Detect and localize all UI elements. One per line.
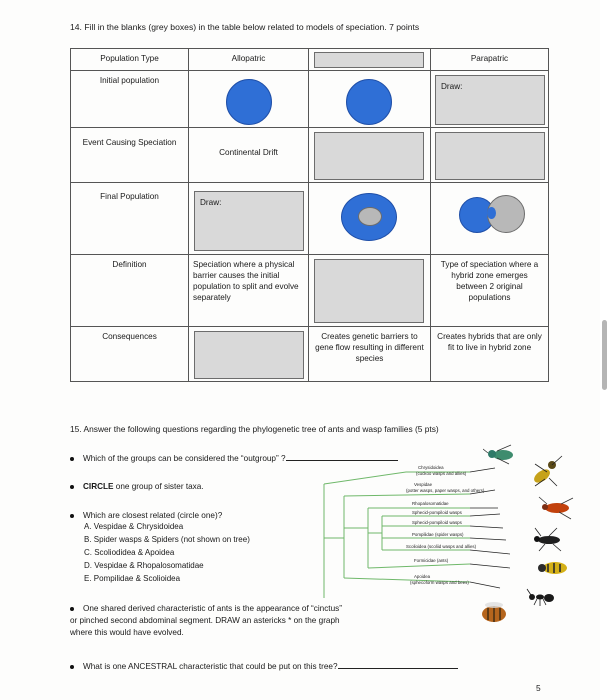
consequences-parapatric: Creates hybrids that are only fit to live in hybrid zone	[437, 332, 542, 352]
draw-box-initial-parapatric[interactable]: Draw:	[435, 75, 545, 125]
fill-in-box[interactable]	[435, 132, 545, 180]
taxon-label: Rhopalosomatidae	[412, 501, 449, 506]
final-population-row	[71, 183, 549, 255]
fill-in-box[interactable]	[194, 331, 304, 379]
taxon-label: Apoidea	[414, 574, 431, 579]
taxon-label: (potter wasps, paper wasps, and others)	[406, 488, 485, 493]
pointer-line	[470, 550, 510, 554]
closest-question: Which are closest related (circle one)?	[70, 510, 222, 521]
row-label-event: Event Causing Speciation	[82, 138, 177, 147]
draw-box-final-allopatric[interactable]: Draw:	[194, 191, 304, 251]
question-14-title: 14. Fill in the blanks (grey boxes) in the table below related to models of speciation. 7 points	[70, 22, 420, 32]
pointer-line	[470, 582, 500, 588]
cinctus-question-line-3: where this would have evolved.	[70, 628, 184, 637]
pointer-line	[470, 526, 503, 528]
ancestral-question: What is one ANCESTRAL characteristic that could be put on this tree?	[70, 660, 458, 672]
grey-subpopulation	[358, 207, 382, 226]
cinctus-question-line-1: One shared derived characteristic of ants is the appearance of “cinctus”	[70, 603, 342, 614]
taxon-label: Pompilidae (spider wasps)	[412, 532, 464, 537]
fill-in-box[interactable]	[314, 259, 424, 323]
branch-formicidae	[368, 564, 470, 568]
blue-population-circle	[226, 79, 272, 125]
taxon-label: Chrysidoidea	[418, 465, 444, 470]
taxon-label: Scolioidea (scoliid wasps and allies)	[406, 544, 477, 549]
header-population-type: Population Type	[71, 49, 189, 71]
fill-in-box[interactable]	[314, 52, 424, 68]
rhopalosomatid-wasp-icon	[537, 495, 577, 521]
scoliid-wasp-icon	[536, 556, 572, 580]
taxon-label: Sphecid-pompiloid wasps	[412, 520, 462, 525]
option-a[interactable]: A. Vespidae & Chrysidoidea	[84, 522, 184, 531]
pointer-line	[470, 514, 500, 516]
spider-wasp-icon	[531, 526, 567, 552]
cinctus-question-line-2: or pinched second abdominal segment. DRAW an astericks * on the graph	[70, 616, 340, 625]
taxon-label: Vespidae	[414, 482, 433, 487]
bullet-icon	[70, 514, 74, 518]
circle-question: CIRCLE one group of sister taxa.	[70, 481, 204, 492]
definition-parapatric: Type of speciation where a hybrid zone emerges between 2 original populations	[440, 260, 539, 302]
taxon-label: Formicidae (ants)	[414, 558, 449, 563]
row-label-final: Final Population	[100, 192, 159, 201]
branch-vespidae	[344, 494, 470, 496]
row-label-initial: Initial population	[99, 76, 160, 85]
pointer-line	[470, 468, 495, 472]
answer-blank[interactable]	[338, 660, 458, 669]
consequences-middle: Creates genetic barriers to gene flow resulting in different species	[315, 332, 424, 363]
header-blank-cell[interactable]	[309, 49, 431, 71]
definition-allopatric: Speciation where a physical barrier causes the initial population to split and evolve separately	[193, 260, 299, 302]
option-c[interactable]: C. Scoliodidea & Apoidea	[84, 548, 175, 557]
row-label-definition: Definition	[112, 260, 147, 269]
question-15-title: 15. Answer the following questions regarding the phylogenetic tree of ants and wasp families (5 pts)	[70, 424, 439, 434]
phylogenetic-tree	[320, 448, 535, 600]
blue-population-circle	[341, 193, 397, 241]
bee-icon	[476, 600, 512, 626]
event-row	[71, 128, 549, 183]
ant-icon	[526, 588, 556, 608]
page-number: 5	[536, 683, 541, 693]
pointer-line	[470, 538, 506, 540]
scrollbar-thumb[interactable]	[602, 320, 607, 390]
initial-population-row	[71, 71, 549, 128]
speciation-table	[70, 48, 549, 382]
taxon-label: (sphecoform wasps and bees)	[410, 580, 469, 585]
blue-population-circle	[346, 79, 392, 125]
option-e[interactable]: E. Pompilidae & Scolioidea	[84, 574, 181, 583]
row-label-consequences: Consequences	[102, 332, 157, 341]
pointer-line	[470, 564, 510, 568]
definition-row	[71, 255, 549, 327]
bullet-icon	[70, 607, 74, 611]
cuckoo-wasp-icon	[483, 444, 519, 466]
taxon-label: Sphecid-pompiloid wasps	[412, 510, 462, 515]
header-allopatric: Allopatric	[189, 49, 309, 71]
event-allopatric: Continental Drift	[219, 148, 278, 157]
hybrid-zone-overlap	[487, 207, 496, 219]
outgroup-question: Which of the groups can be considered the “outgroup” ?	[70, 452, 398, 464]
bullet-icon	[70, 665, 74, 669]
paper-wasp-icon	[527, 452, 565, 488]
header-parapatric: Parapatric	[431, 49, 549, 71]
table-header-row	[71, 49, 549, 71]
taxon-label: (cuckoo wasps and allies)	[416, 471, 467, 476]
fill-in-box[interactable]	[314, 132, 424, 180]
option-d[interactable]: D. Vespidae & Rhopalosomatidae	[84, 561, 204, 570]
option-b[interactable]: B. Spider wasps & Spiders (not shown on tree)	[84, 535, 250, 544]
bullet-icon	[70, 485, 74, 489]
consequences-row	[71, 327, 549, 382]
bullet-icon	[70, 457, 74, 461]
